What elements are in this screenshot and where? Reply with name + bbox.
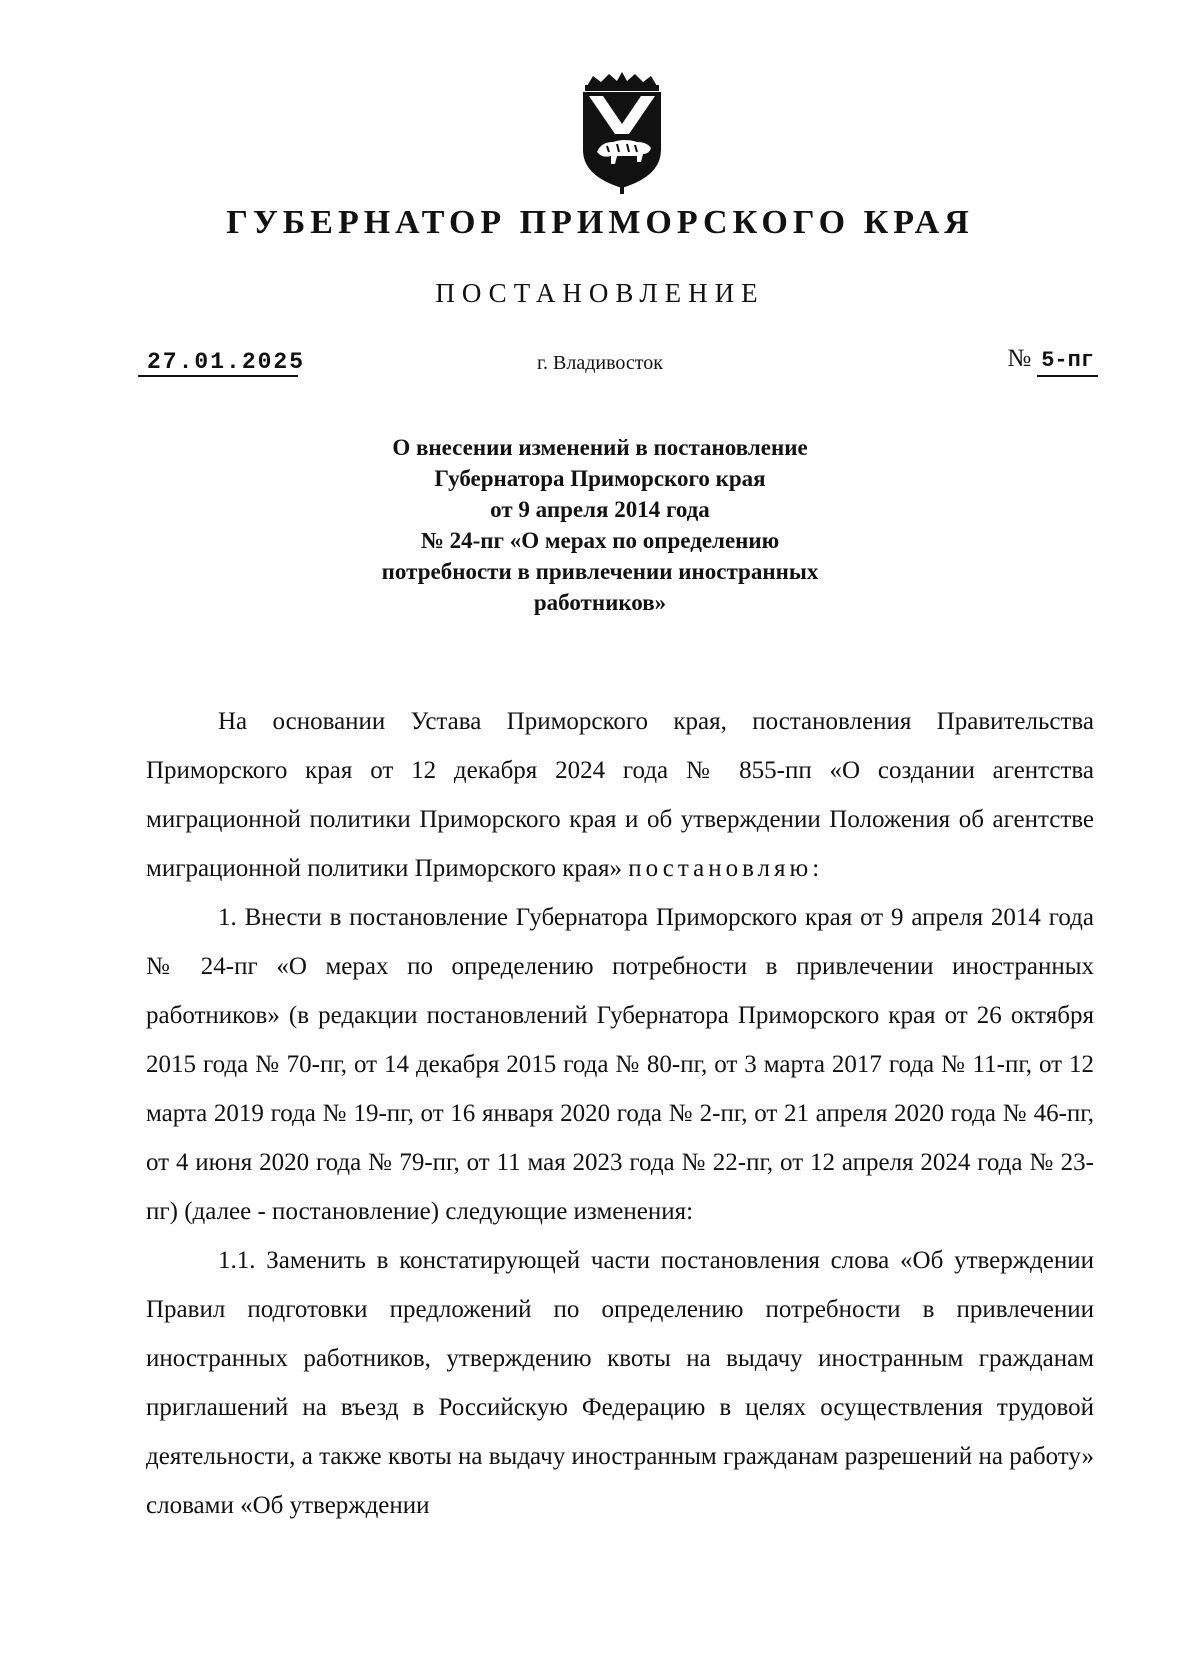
subject-line: № 24-пг «О мерах по определению [420,528,780,553]
number-value: 5-пг [1037,347,1098,377]
coat-of-arms-icon [567,72,677,194]
document-date: 27.01.2025 [147,349,306,375]
document-number [1007,343,1098,377]
preamble-text: На основании Устава Приморского края, постановления Правительства Приморского края от 12 декабря 2024 года № 855-пп «О создании агентства миграционной политики Приморского края и об утверждении Положения об агентстве миграционной политики Приморского края» [146,708,1094,882]
subject-line: О внесении изменений в постановление [392,435,808,460]
subject-line: работников» [533,590,667,615]
body-paragraph-1-1: 1.1. Заменить в констатирующей части постановления слова «Об утверждении Правил подготовки предложений по определению потребности в привлечении иностранных работников, утверждению квоты на выдачу иностранным гражданам приглашений на въезд в Российскую Федерацию в целях осуществления трудовой деятельности, а также квоты на выдачу иностранным гражданам разрешений на работу» словами «Об утверждении [146,1247,1094,1519]
document-body [146,697,1094,1530]
subject-line: потребности в привлечении иностранных [381,559,819,584]
resolution-keyword: постановляю: [628,855,824,882]
subject-line: Губернатора Приморского края [434,466,766,491]
document-type: ПОСТАНОВЛЕНИЕ [435,278,765,308]
body-paragraph-1: 1. Внести в постановление Губернатора Приморского края от 9 апреля 2014 года № 24-пг «О мерах по определению потребности в привлечении иностранных работников» (в редакции постановлений Губернатора Приморского края от 26 октября 2015 года № 70-пг, от 14 декабря 2015 года № 80-пг, от 3 марта 2017 года № 11-пг, от 12 марта 2019 года № 19-пг, от 16 января 2020 года № 2-пг, от 21 апреля 2020 года № 46-пг, от 4 июня 2020 года № 79-пг, от 11 мая 2023 года № 22-пг, от 12 апреля 2024 года № 23-пг) (далее - постановление) следующие изменения: [146,904,1094,1225]
document-city: г. Владивосток [537,352,663,374]
subject-line: от 9 апреля 2014 года [490,497,710,522]
number-sign: № [1007,345,1032,372]
document-subject [0,432,1200,618]
body-paragraph-preamble [146,697,1094,893]
organization-title: ГУБЕРНАТОР ПРИМОРСКОГО КРАЯ [226,204,974,241]
